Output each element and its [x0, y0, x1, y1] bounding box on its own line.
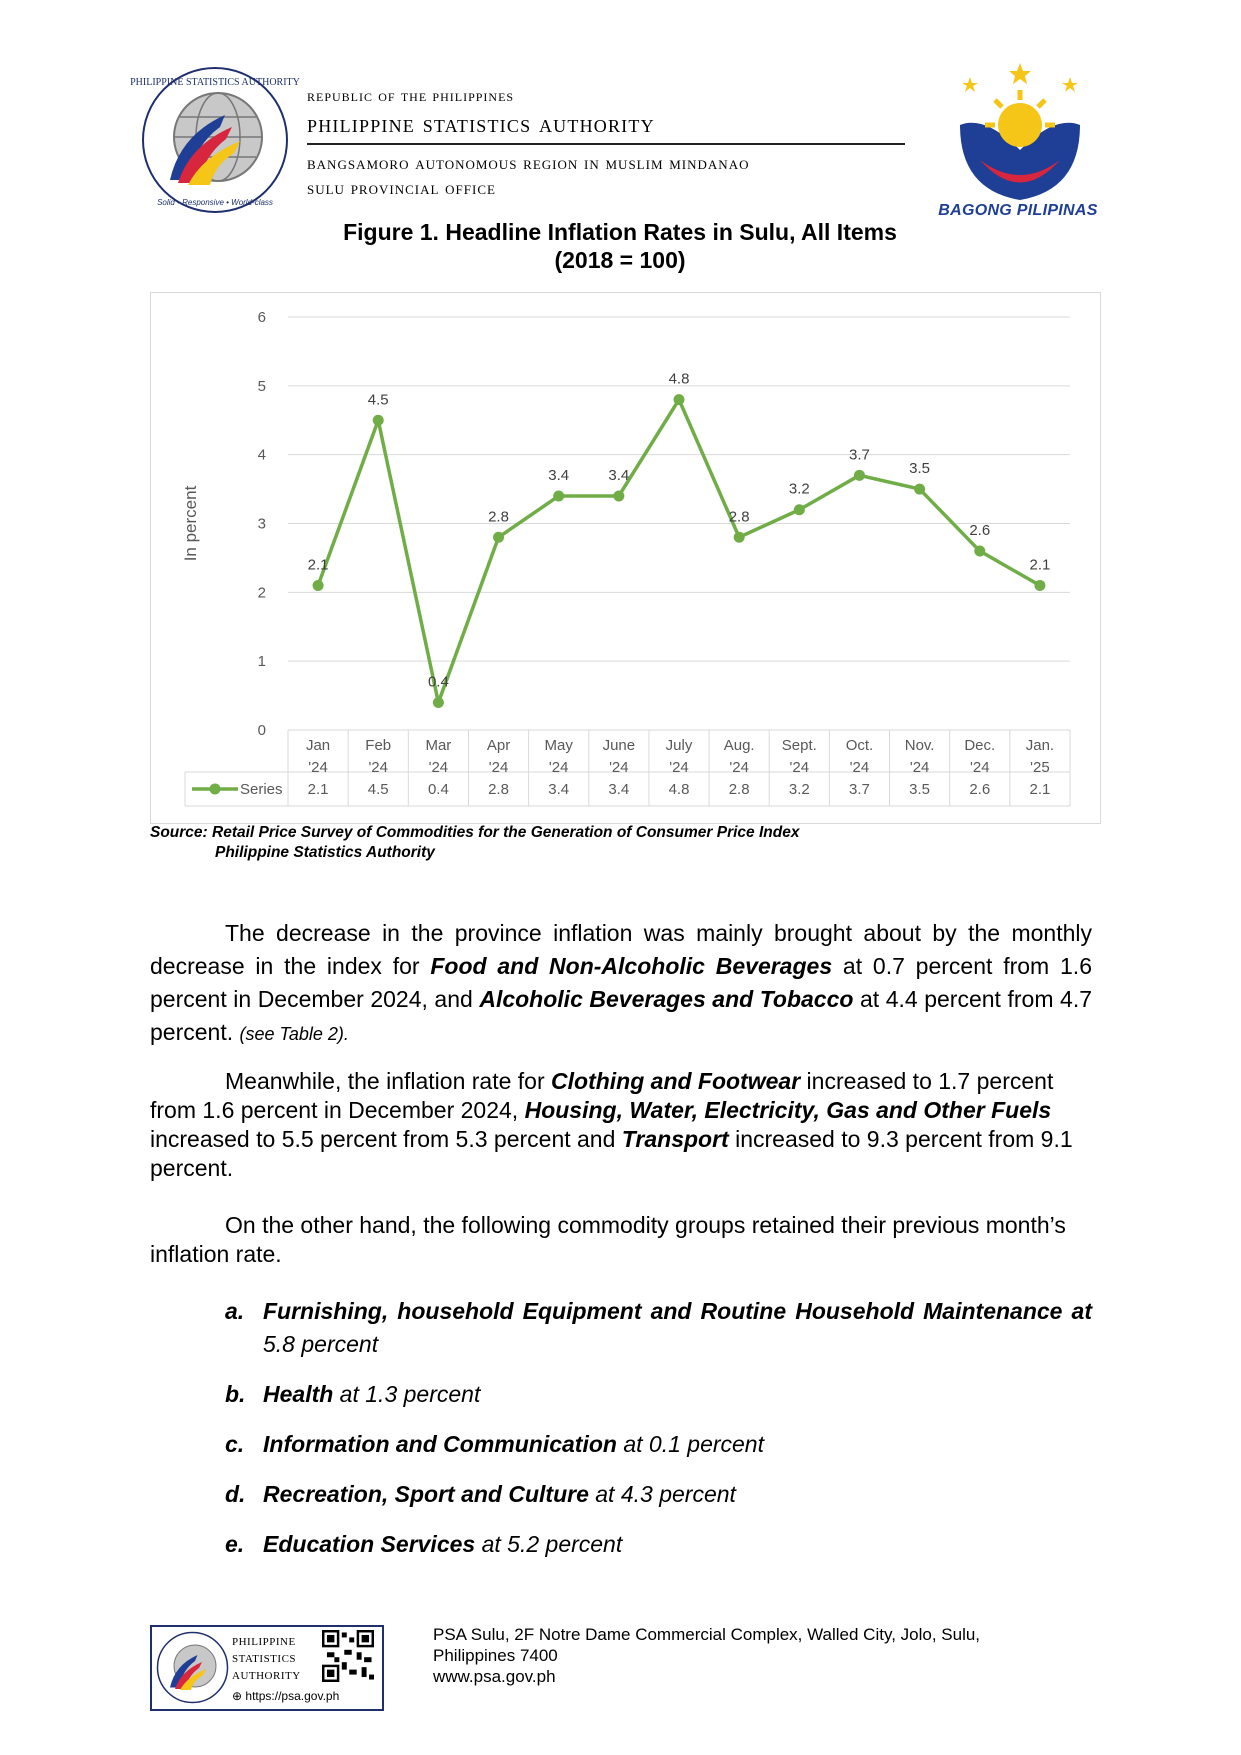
table-value: 3.7 [849, 781, 870, 798]
bagong-pilipinas-label: BAGONG PILIPINAS [938, 202, 1098, 219]
source-line2: Philippine Statistics Authority [215, 844, 435, 861]
data-point [433, 697, 444, 708]
table-value: 2.1 [307, 781, 329, 798]
p2-text-a: Meanwhile, the inflation rate for [225, 1068, 552, 1094]
list-item-value: at 1.3 percent [333, 1381, 481, 1407]
table-value: 3.4 [608, 781, 630, 798]
data-label: 2.1 [1029, 556, 1051, 574]
x-tick-label: Dec. [964, 737, 996, 754]
y-tick-label: 6 [257, 309, 266, 326]
data-label: 2.8 [488, 508, 509, 526]
y-tick-label: 3 [257, 515, 266, 533]
logo-ring-text: PHILIPPINE STATISTICS AUTHORITY [130, 77, 300, 88]
p2-text-e: increased to 5.5 percent from 5.3 percent and [150, 1126, 622, 1152]
p2-transport: Transport [621, 1126, 729, 1152]
list-item-value: at 4.3 percent [588, 1481, 736, 1507]
table-value: 2.8 [728, 781, 750, 798]
retained-groups-list [225, 1295, 1092, 1578]
x-tick-label-year: '24 [669, 759, 689, 776]
data-label: 3.2 [788, 480, 810, 498]
y-tick-label: 2 [257, 584, 266, 602]
y-tick-label: 0 [257, 722, 266, 739]
list-item-title: Education Services [263, 1531, 476, 1557]
data-label: 0.4 [427, 673, 449, 691]
globe-icon: ⊕ [232, 1689, 243, 1703]
figure-source [150, 823, 799, 863]
footer-org-line1: philippine [232, 1632, 296, 1649]
table-value: 3.2 [788, 781, 810, 798]
source-line1: Source: Retail Price Survey of Commodities for the Generation of Consumer Price Index [150, 824, 800, 841]
figure-title-line1: Figure 1. Headline Inflation Rates in Sulu, All Items [343, 219, 897, 245]
list-marker: b. [225, 1381, 246, 1407]
data-point [734, 532, 745, 543]
paragraph-1 [150, 917, 1092, 1051]
data-label: 3.5 [909, 460, 931, 478]
paragraph-2 [150, 1067, 1092, 1183]
list-marker: c. [225, 1431, 245, 1457]
legend-marker [210, 784, 221, 795]
data-point [373, 415, 384, 426]
y-tick-label: 5 [257, 377, 266, 395]
x-tick-label: Apr [486, 737, 511, 754]
x-tick-label: June [602, 737, 636, 754]
x-tick-label-year: '24 [548, 759, 569, 776]
psa-logo [130, 65, 300, 215]
list-marker: e. [225, 1531, 245, 1557]
x-tick-label-year: '24 [488, 759, 509, 776]
list-item [225, 1378, 1092, 1411]
footer-address [433, 1624, 980, 1687]
list-item-title: Health [263, 1381, 334, 1407]
p1-see-table: (see Table 2). [239, 1024, 349, 1044]
footer-address-line1: PSA Sulu, 2F Notre Dame Commercial Complex, Walled City, Jolo, Sulu, [433, 1625, 981, 1644]
footer-org-name [232, 1632, 301, 1683]
list-item [225, 1528, 1092, 1561]
header-psa: philippine statistics authority [307, 109, 655, 138]
list-marker: a. [225, 1298, 245, 1324]
list-item [225, 1295, 1092, 1361]
table-value: 3.4 [548, 781, 570, 798]
table-value: 3.5 [909, 781, 931, 798]
data-point [553, 490, 564, 501]
header-region: bangsamoro autonomous region in muslim mindanao [307, 153, 750, 174]
list-item-title: Recreation, Sport and Culture [263, 1481, 589, 1507]
logo-motto: Solid • Responsive • World-class [157, 198, 273, 207]
list-item-value: at 0.1 percent [616, 1431, 764, 1457]
x-tick-label: Nov. [904, 737, 935, 754]
p1-food: Food and Non-Alcoholic Beverages [430, 953, 833, 979]
x-tick-label-year: '24 [789, 759, 810, 776]
list-item-title: Furnishing, household Equipment and Routine Household Maintenance at [263, 1298, 1092, 1324]
x-tick-label-year: '24 [969, 759, 990, 776]
x-tick-label: Jan [305, 737, 331, 754]
data-point [854, 470, 865, 481]
p1-text-a: The decrease in the province inflation was mainly brought about by the monthly decrease in the index for [150, 920, 1092, 979]
table-value: 0.4 [427, 781, 449, 798]
p1-text-c: at 0.7 percent from 1.6 percent in December 2024, and [150, 953, 1092, 1012]
table-value: 4.8 [668, 781, 690, 798]
x-tick-label-year: '24 [428, 759, 449, 776]
data-point [674, 394, 685, 405]
data-label: 2.1 [307, 556, 329, 574]
list-item [225, 1478, 1092, 1511]
table-value: 2.1 [1029, 781, 1051, 798]
bagong-pilipinas-logo [935, 55, 1105, 225]
table-value: 2.6 [969, 781, 991, 798]
data-label: 2.8 [728, 508, 750, 526]
table-value: 4.5 [367, 781, 389, 798]
x-tick-label: Feb [365, 737, 392, 754]
list-item-value: at 5.2 percent [475, 1531, 623, 1557]
x-tick-label-year: '24 [909, 759, 930, 776]
p2-housing: Housing, Water, Electricity, Gas and Other Fuels [524, 1097, 1052, 1123]
x-tick-label: Jan. [1025, 737, 1055, 754]
data-point [914, 484, 925, 495]
footer-address-line2: Philippines 7400 [433, 1646, 558, 1665]
data-point [974, 546, 985, 557]
series-line [318, 400, 1040, 703]
data-point [313, 580, 324, 591]
x-tick-label: July [665, 737, 693, 754]
y-tick-label: 1 [257, 653, 266, 671]
p1-text-e: at 4.4 percent from 4.7 percent. [150, 986, 1092, 1045]
x-tick-label-year: '24 [308, 759, 328, 776]
p2-text-c: increased to 1.7 percent from 1.6 percent in December 2024, [150, 1068, 1054, 1123]
footer-org-line2: statistics [232, 1649, 297, 1666]
list-marker: d. [225, 1481, 246, 1507]
inflation-line-chart [150, 292, 1099, 822]
p1-alcohol: Alcoholic Beverages and Tobacco [479, 986, 854, 1012]
y-tick-label: 4 [257, 446, 266, 464]
p2-clothing: Clothing and Footwear [551, 1068, 801, 1094]
header-text [307, 86, 907, 201]
header-republic: republic of the philippines [307, 86, 515, 105]
qr-code-icon [322, 1630, 374, 1682]
data-label: 4.8 [668, 370, 690, 388]
figure-title [150, 218, 1090, 274]
data-label: 2.6 [969, 522, 991, 540]
footer-psa-logo [155, 1630, 230, 1705]
x-tick-label: Mar [425, 737, 452, 754]
x-tick-label-year: '24 [849, 759, 870, 776]
data-point [1034, 580, 1045, 591]
x-tick-label: Aug. [723, 737, 755, 754]
x-tick-label-year: '24 [729, 759, 749, 776]
data-label: 4.5 [367, 391, 389, 409]
figure-title-line2: (2018 = 100) [554, 247, 686, 273]
x-tick-label-year: '24 [368, 759, 389, 776]
footer-url[interactable] [232, 1689, 339, 1703]
list-item-title: Information and Communication [263, 1431, 617, 1457]
x-tick-label-year: '24 [609, 759, 629, 776]
paragraph-3: On the other hand, the following commodity groups retained their previous month’s inflation rate. [150, 1212, 1066, 1267]
footer-website[interactable]: www.psa.gov.ph [433, 1667, 556, 1686]
list-item [225, 1428, 1092, 1461]
p2-text-g: increased to 9.3 percent from 9.1 percent. [150, 1126, 1073, 1181]
x-tick-label: May [544, 737, 573, 754]
data-point [613, 490, 624, 501]
data-point [493, 532, 504, 543]
footer-org-line3: authority [232, 1666, 301, 1683]
header-divider [307, 143, 905, 145]
list-item-value: 5.8 percent [263, 1331, 379, 1357]
footer-url-text[interactable]: https://psa.gov.ph [245, 1689, 340, 1703]
legend-series-name: Series [240, 781, 283, 798]
table-value: 2.8 [488, 781, 509, 798]
y-axis-label: In percent [181, 485, 200, 562]
data-label: 3.7 [849, 446, 870, 464]
x-tick-label: Sept. [781, 737, 817, 754]
data-point [794, 504, 805, 515]
data-label: 3.4 [608, 466, 630, 484]
header-office: sulu provincial office [307, 178, 496, 199]
x-tick-label-year: '25 [1030, 759, 1050, 776]
x-tick-label: Oct. [845, 737, 874, 754]
data-label: 3.4 [548, 466, 570, 484]
